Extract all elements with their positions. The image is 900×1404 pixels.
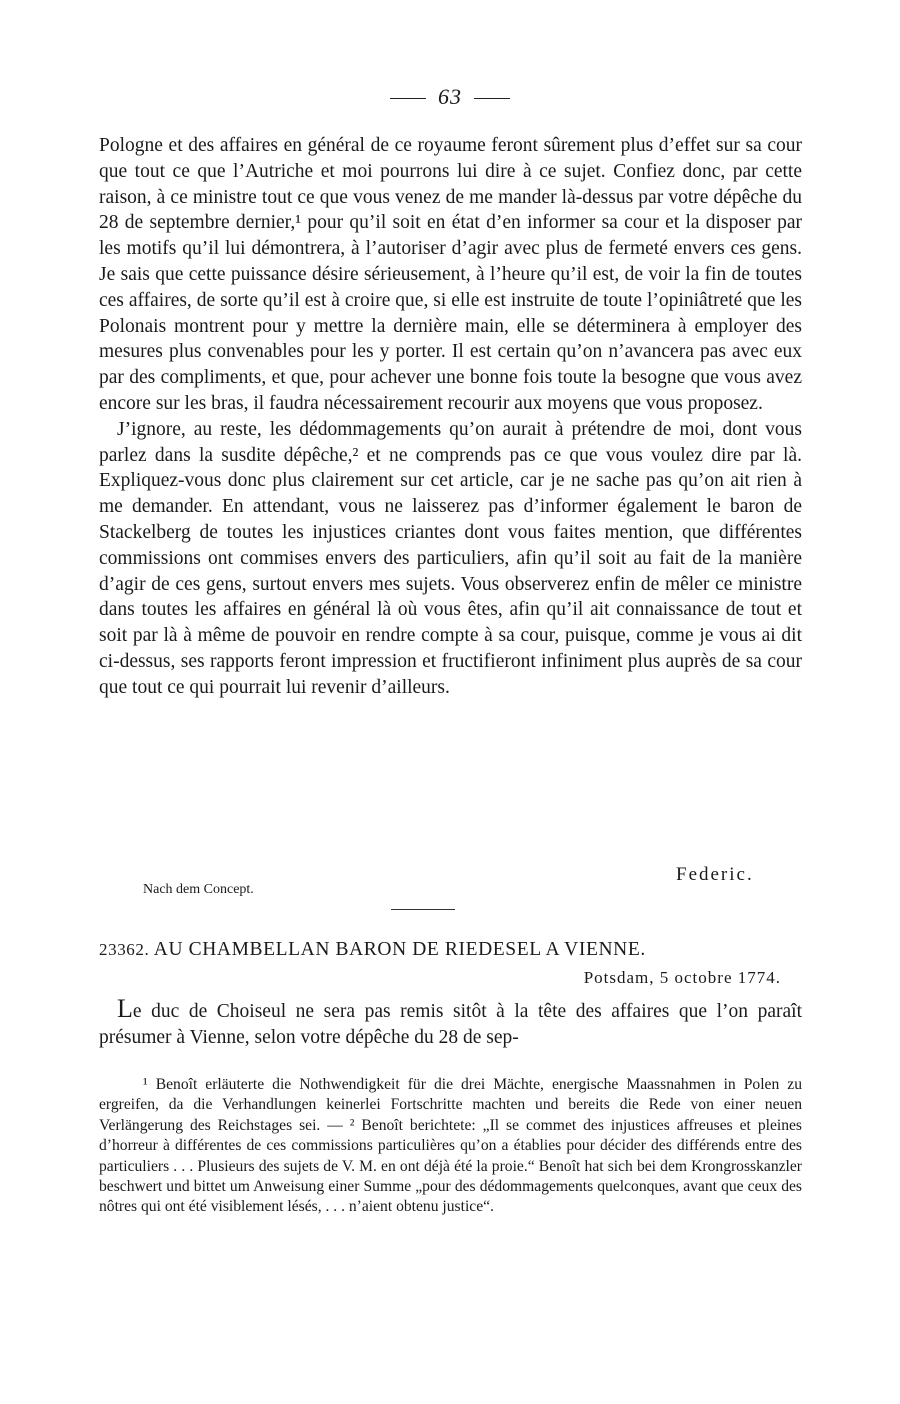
letter1-paragraph-2: J’ignore, au reste, les dédommagements qu’on aurait à prétendre de moi, dont vous parlez dans la susdite dépêche,² et ne comprends pas ce que vous voulez dire par là. Expliquez-vous donc plus clairement sur cet article, car je ne sache pas qu’on ait rien à me demander. En attendant, vous ne laisserez pas d’informer également le baron de Stackelberg de toutes les injustices criantes dont vous faites mention, que différentes commissions ont commises envers des particuliers, afin qu’il soit au fait de la manière d’agir de ces gens, surtout envers mes sujets. Vous observerez enfin de mêler ce ministre dans toutes les affaires en général là où vous êtes, afin qu’il ait connaissance de tout et soit par là à même de pouvoir en rendre compte à sa cour, puisque, comme je vous ai dit ci-dessus, ses rapports feront impression et fructifieront infiniment plus auprès de sa cour que tout ce qui pourrait lui revenir d’ailleurs. — [99, 418, 802, 698]
letter-23362-body — [99, 996, 802, 1051]
footnotes — [99, 1075, 802, 1218]
footnote-text: ¹ Benoît erläuterte die Nothwendigkeit für die drei Mächte, energische Maassnahmen in Polen zu ergreifen, da die Verhandlungen keinerlei Fortschritte machten und bereits die Rede von einer neuen Verlängerung des Reichstages sei. — ² Benoît berichtete: „Il se commet des injustices affreuses et pleines d’horreur à différentes de ces commissions particulières qu’on a établies pour décider des différends entre des particuliers . . . Plusieurs des sujets de V. M. en ont déjà été la proie.“ Benoît hat sich bei dem Krongrosskanzler beschwert und bittet um Anweisung einer Summe „pour des dédommagements quelconques, avant que ceux des nôtres qui ont été visiblement lésés, . . . n’aient obtenu justice“. — [99, 1076, 802, 1216]
letter-23361-continuation — [99, 133, 802, 701]
section-divider — [391, 909, 455, 910]
header-rule-left — [390, 98, 426, 99]
letter2-paragraph-1: Le duc de Choiseul ne sera pas remis sitôt à la tête des affaires que l’on paraît présumer à Vienne, selon votre dépêche du 28 de sep- — [99, 994, 802, 1048]
header-rule-right — [474, 98, 510, 99]
letter-number: 23362. — [99, 940, 150, 959]
page-header — [0, 84, 900, 110]
letter-heading — [99, 939, 802, 961]
letter-dateline: Potsdam, 5 octobre 1774. — [583, 968, 781, 987]
letter1-paragraph-1: Pologne et des affaires en général de ce royaume feront sûrement plus d’effet sur sa cour que tout ce que l’Autriche et moi pourrons lui dire à ce sujet. Confiez donc, par cette raison, à ce ministre tout ce que vous venez de me mander là-dessus par votre dépêche du 28 de septembre dernier,¹ pour qu’il soit en état d’en informer sa cour et la disposer par les motifs qu’il lui démontrera, à l’autoriser d’agir avec plus de fermeté envers ces gens. Je sais que cette puissance désire sérieusement, à l’heure qu’il est, de voir la fin de toutes ces affaires, de sorte qu’il est à croire que, si elle est instruite de toute l’opiniâtreté que les Polonais montrent pour y mettre la dernière main, elle se déterminera à employer des mesures plus convenables pour les y porter. Il est certain qu’on n’avancera pas avec eux par des compliments, et que, pour achever une bonne fois toute la besogne que vous avez encore sur les bras, il faudra nécessairement recourir aux moyens que vous proposez. — [99, 135, 802, 414]
letter-title: AU CHAMBELLAN BARON DE RIEDESEL A VIENNE. — [153, 939, 646, 960]
page-number: 63 — [438, 84, 462, 109]
source-note: Nach dem Concept. — [143, 882, 254, 897]
signature: Federic. — [676, 864, 754, 885]
